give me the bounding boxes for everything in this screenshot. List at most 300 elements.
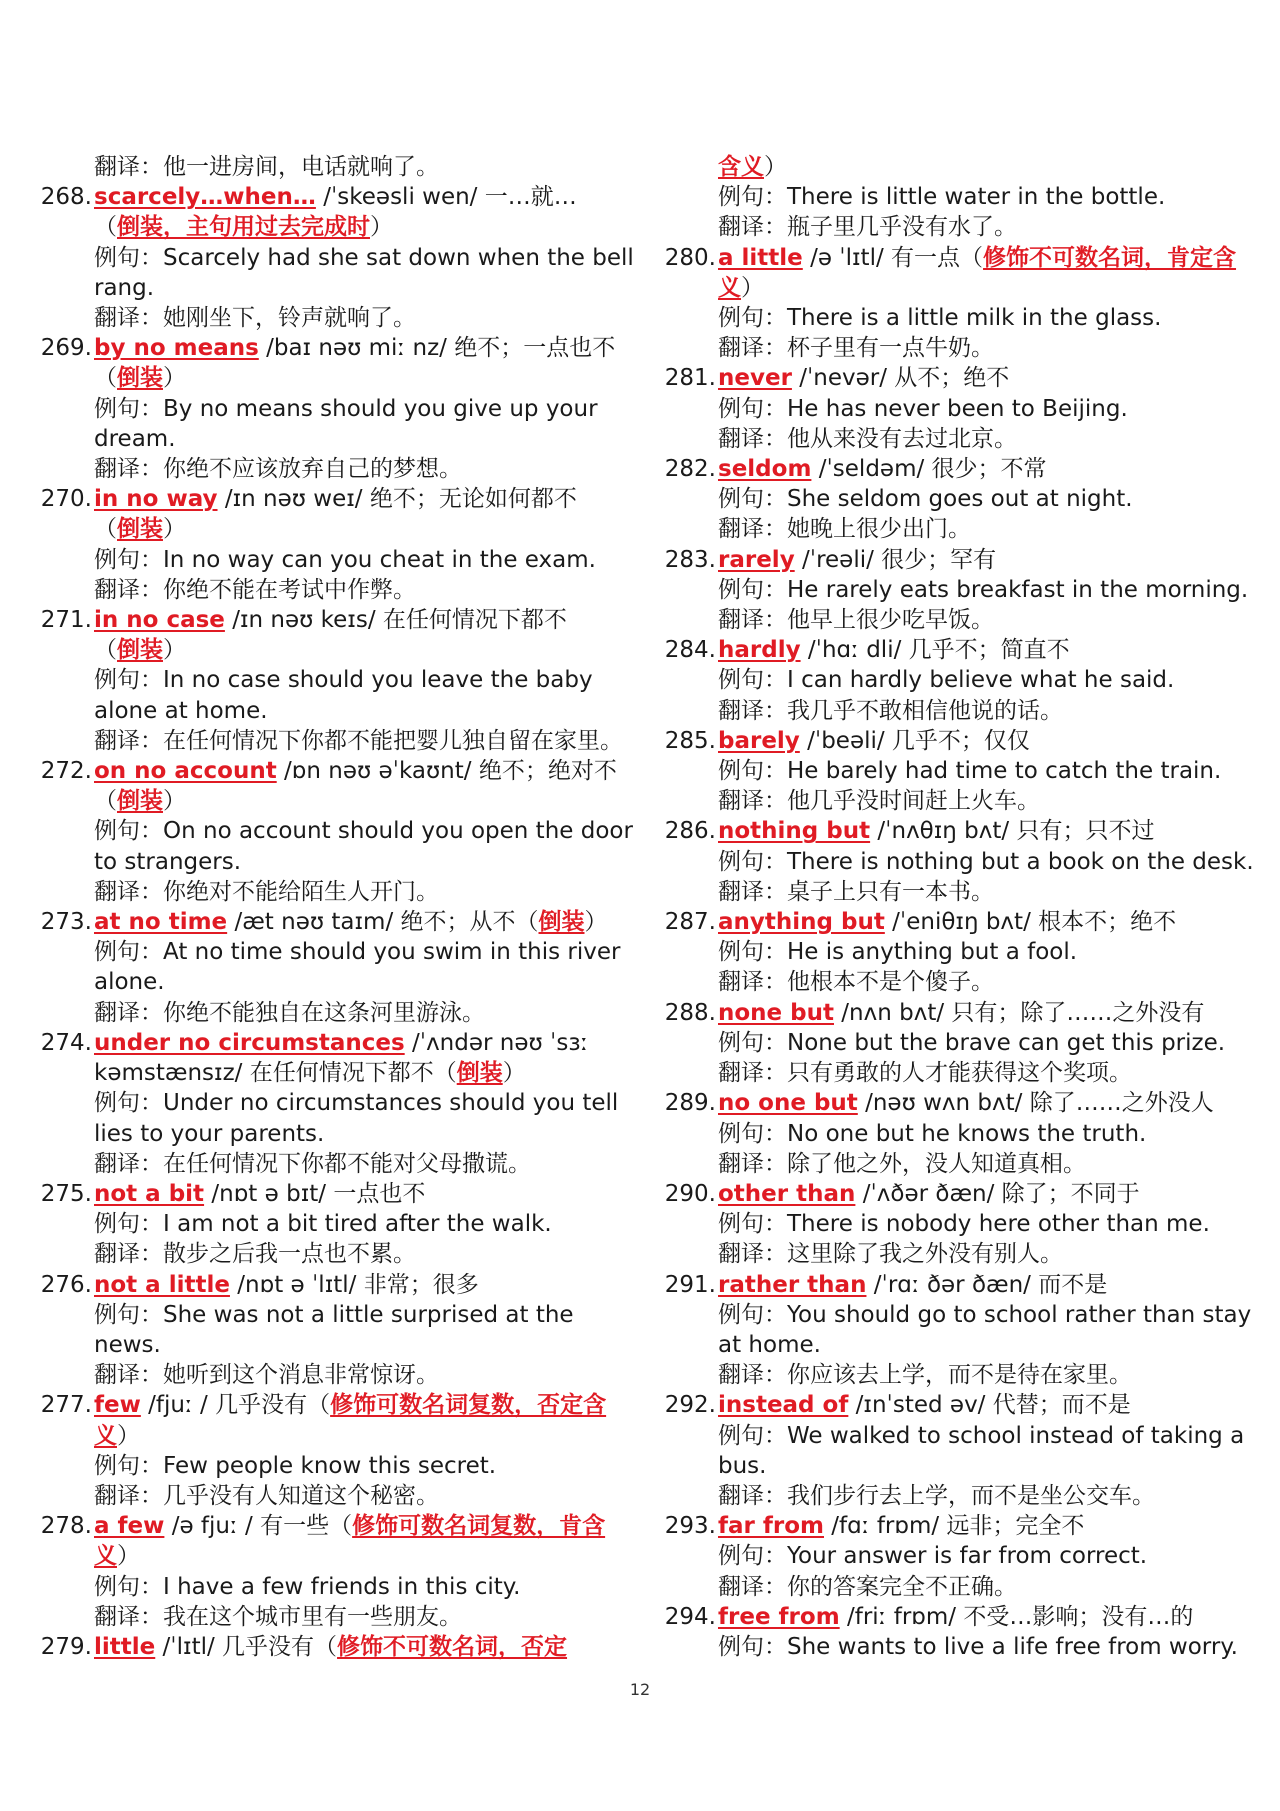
phonetic-meaning: /ˈnevər/ 从不；绝不 bbox=[791, 365, 1010, 392]
example-sentence bbox=[664, 1119, 1254, 1149]
example-sentence bbox=[40, 937, 640, 997]
phonetic-meaning: /æt nəʊ taɪm/ 绝不；从不 bbox=[227, 909, 516, 936]
phonetic-meaning: /ˈseldəm/ 很少；不常 bbox=[811, 456, 1047, 483]
translation-line bbox=[40, 1602, 640, 1632]
example-label: 例句： bbox=[94, 546, 163, 573]
phonetic-meaning: /nəʊ wʌn bʌt/ 除了……之外没人 bbox=[857, 1090, 1214, 1117]
vocab-entry bbox=[664, 1602, 1254, 1662]
translation-label: 翻译： bbox=[718, 1482, 787, 1509]
translation-text: 我们步行去上学，而不是坐公交车。 bbox=[787, 1482, 1155, 1509]
usage-note: 倒装 bbox=[117, 365, 163, 392]
example-label: 例句： bbox=[94, 939, 163, 966]
usage-note-line bbox=[40, 514, 640, 544]
entry-headword-line bbox=[664, 545, 1254, 575]
example-sentence bbox=[664, 665, 1254, 695]
translation-label: 翻译： bbox=[718, 697, 787, 724]
example-sentence bbox=[664, 394, 1254, 424]
vocab-entry bbox=[40, 333, 640, 484]
headword: not a little bbox=[94, 1271, 230, 1298]
translation-label: 翻译： bbox=[94, 154, 163, 180]
translation-text: 你应该去上学，而不是待在家里。 bbox=[787, 1362, 1132, 1389]
translation-label: 翻译： bbox=[718, 788, 787, 815]
note-open: （ bbox=[94, 637, 117, 664]
vocab-entry bbox=[664, 816, 1254, 907]
translation-label: 翻译： bbox=[94, 305, 163, 332]
vocab-entry bbox=[664, 635, 1254, 726]
note-open: （ bbox=[960, 244, 984, 271]
translation-text: 他早上很少吃早饭。 bbox=[787, 607, 994, 634]
vocab-entry bbox=[40, 1632, 640, 1662]
translation-text: 她听到这个消息非常惊讶。 bbox=[163, 1362, 439, 1389]
translation-text: 几乎没有人知道这个秘密。 bbox=[163, 1482, 439, 1509]
entry-headword-line bbox=[40, 1390, 640, 1450]
example-sentence bbox=[40, 394, 640, 454]
entry-headword-line bbox=[40, 1179, 640, 1209]
vocab-entry bbox=[40, 605, 640, 756]
entry-headword-line bbox=[664, 363, 1254, 393]
entry-number: 285. bbox=[664, 727, 716, 754]
entry-number: 271. bbox=[40, 607, 92, 634]
example-text: No one but he knows the truth. bbox=[787, 1120, 1147, 1147]
example-label: 例句： bbox=[94, 1211, 163, 1238]
entry-number: 272. bbox=[40, 758, 92, 785]
usage-note: 倒装，主句用过去完成时 bbox=[117, 214, 370, 241]
translation-label: 翻译： bbox=[718, 1362, 787, 1389]
example-text: There is nothing but a book on the desk. bbox=[787, 848, 1254, 875]
example-label: 例句： bbox=[94, 1090, 163, 1117]
entry-number: 274. bbox=[40, 1029, 92, 1056]
example-text: There is a little milk in the glass. bbox=[787, 305, 1162, 332]
example-sentence bbox=[664, 1209, 1254, 1239]
phonetic-meaning: /ˈhɑː dli/ 几乎不；简直不 bbox=[800, 637, 1070, 664]
translation-line bbox=[40, 1360, 640, 1390]
phonetic-meaning: /ˈʌndər nəʊ ˈsɜː kəmstænsɪz/ 在任何情况下都不 bbox=[94, 1029, 589, 1087]
translation-text: 散步之后我一点也不累。 bbox=[163, 1241, 416, 1268]
vocab-entry bbox=[664, 1179, 1254, 1270]
translation-line bbox=[664, 424, 1254, 454]
translation-label: 翻译： bbox=[94, 878, 163, 905]
example-text: Few people know this secret. bbox=[163, 1452, 497, 1479]
note-close: ） bbox=[741, 274, 764, 301]
translation-label: 翻译： bbox=[718, 1573, 787, 1600]
note-open: （ bbox=[94, 214, 117, 241]
usage-note: 倒装 bbox=[117, 788, 163, 815]
example-text: Scarcely had she sat down when the bell rang. bbox=[94, 244, 634, 301]
example-label: 例句： bbox=[718, 1120, 787, 1147]
vocab-entry bbox=[664, 907, 1254, 998]
phonetic-meaning: /ˈbeəli/ 几乎不；仅仅 bbox=[799, 727, 1030, 754]
vocab-entry bbox=[40, 182, 640, 333]
entry-number: 280. bbox=[664, 244, 716, 271]
headword: few bbox=[94, 1392, 141, 1419]
example-text: I can hardly believe what he said. bbox=[787, 667, 1175, 694]
example-text: In no way can you cheat in the exam. bbox=[163, 546, 596, 573]
example-text: In no case should you leave the baby alone at home. bbox=[94, 667, 593, 724]
entry-headword-line bbox=[664, 454, 1254, 484]
translation-line bbox=[40, 303, 640, 333]
example-sentence bbox=[40, 1300, 640, 1360]
example-text: There is little water in the bottle. bbox=[787, 184, 1166, 211]
vocab-entry bbox=[664, 243, 1254, 364]
translation-label: 翻译： bbox=[718, 425, 787, 452]
vocab-entry bbox=[40, 1270, 640, 1391]
example-label: 例句： bbox=[718, 1543, 787, 1570]
entry-number: 277. bbox=[40, 1392, 92, 1419]
phonetic-meaning: /nɒt ə bɪt/ 一点也不 bbox=[204, 1180, 426, 1207]
translation-label: 翻译： bbox=[94, 999, 163, 1026]
translation-text: 她晚上很少出门。 bbox=[787, 516, 971, 543]
note-close: ） bbox=[117, 1422, 140, 1449]
translation-line bbox=[664, 514, 1254, 544]
example-text: She seldom goes out at night. bbox=[787, 486, 1133, 513]
example-label: 例句： bbox=[718, 395, 787, 422]
example-text: Under no circumstances should you tell lies to your parents. bbox=[94, 1090, 619, 1147]
example-text: We walked to school instead of taking a bus. bbox=[718, 1422, 1245, 1479]
example-sentence bbox=[664, 756, 1254, 786]
vocab-entry bbox=[40, 1028, 640, 1179]
example-label: 例句： bbox=[718, 1633, 787, 1660]
entry-number: 275. bbox=[40, 1180, 92, 1207]
vocab-entry bbox=[40, 1390, 640, 1511]
translation-line bbox=[664, 1360, 1254, 1390]
example-label: 例句： bbox=[718, 1422, 787, 1449]
example-sentence bbox=[664, 937, 1254, 967]
entry-headword-line bbox=[664, 726, 1254, 756]
example-sentence bbox=[664, 1300, 1254, 1360]
phonetic-meaning: /ə ˈlɪtl/ 有一点 bbox=[802, 244, 961, 271]
translation-text: 瓶子里几乎没有水了。 bbox=[787, 214, 1017, 241]
translation-label: 翻译： bbox=[94, 1603, 163, 1630]
translation-line bbox=[40, 1239, 640, 1269]
entry-number: 293. bbox=[664, 1513, 716, 1540]
entry-headword-line bbox=[664, 1088, 1254, 1118]
entry-number: 288. bbox=[664, 999, 716, 1026]
usage-note: 修饰不可数名词，肯定含义 bbox=[718, 244, 1237, 301]
translation-line bbox=[40, 454, 640, 484]
entry-headword-line bbox=[40, 907, 640, 937]
usage-note: 倒装 bbox=[117, 516, 163, 543]
note-close: ） bbox=[163, 788, 186, 815]
example-label: 例句： bbox=[718, 1029, 787, 1056]
example-label: 例句： bbox=[718, 305, 787, 332]
note-open: （ bbox=[94, 365, 117, 392]
translation-line bbox=[664, 212, 1254, 242]
note-close: ） bbox=[370, 214, 393, 241]
translation-label: 翻译： bbox=[718, 335, 787, 362]
example-sentence bbox=[664, 484, 1254, 514]
translation-line bbox=[40, 575, 640, 605]
example-sentence bbox=[40, 243, 640, 303]
usage-note-line bbox=[40, 212, 640, 242]
translation-text: 他几乎没时间赶上火车。 bbox=[787, 788, 1040, 815]
translation-text: 杯子里有一点牛奶。 bbox=[787, 335, 994, 362]
headword: never bbox=[718, 365, 792, 392]
translation-text: 你绝不应该放弃自己的梦想。 bbox=[163, 456, 462, 483]
entry-number: 290. bbox=[664, 1180, 716, 1207]
example-sentence bbox=[664, 1028, 1254, 1058]
translation-text: 在任何情况下你都不能把婴儿独自留在家里。 bbox=[163, 727, 623, 754]
entry-number: 294. bbox=[664, 1603, 716, 1630]
entry-number: 282. bbox=[664, 456, 716, 483]
entry-headword-line bbox=[664, 1390, 1254, 1420]
headword: nothing but bbox=[718, 818, 871, 845]
translation-line bbox=[664, 786, 1254, 816]
entry-headword-line bbox=[664, 1602, 1254, 1632]
headword: rarely bbox=[718, 546, 795, 573]
example-label: 例句： bbox=[718, 939, 787, 966]
vocab-entry bbox=[664, 1270, 1254, 1391]
headword: hardly bbox=[718, 637, 801, 664]
headword: none but bbox=[718, 999, 834, 1026]
example-sentence bbox=[664, 303, 1254, 333]
translation-text: 这里除了我之外没有别人。 bbox=[787, 1241, 1063, 1268]
translation-text: 你绝不能独自在这条河里游泳。 bbox=[163, 999, 485, 1026]
translation-text: 她刚坐下，铃声就响了。 bbox=[163, 305, 416, 332]
example-sentence bbox=[40, 1088, 640, 1148]
note-open: （ bbox=[515, 909, 539, 936]
headword: a little bbox=[718, 244, 803, 271]
example-sentence bbox=[40, 1209, 640, 1239]
vocab-entry bbox=[40, 1511, 640, 1632]
translation-text: 他根本不是个傻子。 bbox=[787, 969, 994, 996]
entry-number: 273. bbox=[40, 909, 92, 936]
translation-line bbox=[40, 998, 640, 1028]
example-text: You should go to school rather than stay at home. bbox=[718, 1301, 1252, 1358]
translation-label: 翻译： bbox=[94, 1362, 163, 1389]
headword: seldom bbox=[718, 456, 812, 483]
vocab-entry bbox=[40, 907, 640, 1028]
entry-continuation bbox=[40, 152, 640, 182]
vocab-entry bbox=[40, 1179, 640, 1270]
headword: free from bbox=[718, 1603, 840, 1630]
translation-text: 我几乎不敢相信他说的话。 bbox=[787, 697, 1063, 724]
phonetic-meaning: /ˈskeəsli wen/ 一…就… bbox=[315, 184, 577, 211]
entry-headword-line bbox=[664, 1270, 1254, 1300]
translation-line bbox=[664, 605, 1254, 635]
example-label: 例句： bbox=[94, 1301, 163, 1328]
example-text: None but the brave can get this prize. bbox=[787, 1029, 1226, 1056]
note-open: （ bbox=[433, 1060, 457, 1087]
example-text: She wants to live a life free from worry. bbox=[787, 1633, 1238, 1660]
note-open: （ bbox=[94, 788, 117, 815]
entry-number: 289. bbox=[664, 1090, 716, 1117]
translation-label: 翻译： bbox=[94, 456, 163, 483]
note-close: ） bbox=[163, 516, 186, 543]
usage-note: 修饰可数名词复数，肯含义 bbox=[94, 1513, 606, 1570]
example-text: He rarely eats breakfast in the morning. bbox=[787, 576, 1249, 603]
translation-text: 桌子上只有一本书。 bbox=[787, 878, 994, 905]
entry-number: 284. bbox=[664, 637, 716, 664]
example-label: 例句： bbox=[718, 1301, 787, 1328]
translation-label: 翻译： bbox=[94, 1150, 163, 1177]
example-text: I am not a bit tired after the walk. bbox=[163, 1211, 552, 1238]
translation-line bbox=[664, 1481, 1254, 1511]
translation-line bbox=[664, 877, 1254, 907]
translation-text: 你的答案完全不正确。 bbox=[787, 1573, 1017, 1600]
entry-headword-line bbox=[664, 907, 1254, 937]
example-text: He barely had time to catch the train. bbox=[787, 758, 1222, 785]
entry-number: 286. bbox=[664, 818, 716, 845]
translation-text: 你绝不能在考试中作弊。 bbox=[163, 576, 416, 603]
entry-number: 287. bbox=[664, 909, 716, 936]
headword: at no time bbox=[94, 909, 228, 936]
headword: other than bbox=[718, 1180, 856, 1207]
vocab-entry bbox=[664, 1511, 1254, 1602]
entry-headword-line bbox=[40, 484, 640, 514]
entry-number: 268. bbox=[40, 184, 92, 211]
phonetic-meaning: /nɒt ə ˈlɪtl/ 非常；很多 bbox=[229, 1271, 479, 1298]
note-close: ） bbox=[502, 1060, 526, 1087]
entry-headword-line bbox=[664, 1511, 1254, 1541]
usage-note-continuation bbox=[664, 152, 1254, 182]
usage-note: 倒装 bbox=[538, 909, 585, 936]
translation-label: 翻译： bbox=[718, 1241, 787, 1268]
example-sentence bbox=[664, 1421, 1254, 1481]
vocab-entry bbox=[664, 1390, 1254, 1511]
example-label: 例句： bbox=[718, 1211, 787, 1238]
headword: not a bit bbox=[94, 1180, 205, 1207]
translation-line bbox=[664, 333, 1254, 363]
translation-line bbox=[664, 1239, 1254, 1269]
entry-headword-line bbox=[664, 1179, 1254, 1209]
entry-headword-line bbox=[664, 998, 1254, 1028]
entry-number: 283. bbox=[664, 546, 716, 573]
example-label: 例句： bbox=[94, 1452, 163, 1479]
usage-note: 含义 bbox=[718, 154, 764, 180]
translation-label: 翻译： bbox=[94, 1241, 163, 1268]
entry-headword-line bbox=[40, 605, 640, 635]
translation-label: 翻译： bbox=[94, 727, 163, 754]
translation-text: 除了他之外，没人知道真相。 bbox=[787, 1150, 1086, 1177]
entry-number: 292. bbox=[664, 1392, 716, 1419]
example-text: By no means should you give up your dream. bbox=[94, 395, 598, 452]
translation-label: 翻译： bbox=[94, 1482, 163, 1509]
entry-headword-line bbox=[664, 816, 1254, 846]
headword: anything but bbox=[718, 909, 885, 936]
usage-note: 倒装 bbox=[117, 637, 163, 664]
page-number: 12 bbox=[629, 1680, 651, 1699]
headword: in no case bbox=[94, 607, 225, 634]
phonetic-meaning: /ˈnʌθɪŋ bʌt/ 只有；只不过 bbox=[870, 818, 1155, 845]
headword: on no account bbox=[94, 758, 277, 785]
example-label: 例句： bbox=[94, 395, 163, 422]
phonetic-meaning: /baɪ nəʊ miː nz/ 绝不；一点也不 bbox=[258, 335, 616, 362]
entry-number: 270. bbox=[40, 486, 92, 513]
right-column bbox=[664, 152, 1254, 1662]
translation-label: 翻译： bbox=[718, 214, 787, 241]
translation-label: 翻译： bbox=[718, 1150, 787, 1177]
entry-number: 278. bbox=[40, 1513, 92, 1540]
example-label: 例句： bbox=[718, 486, 787, 513]
translation-line bbox=[664, 1058, 1254, 1088]
vocab-entry bbox=[664, 545, 1254, 636]
headword: little bbox=[94, 1633, 156, 1660]
phonetic-meaning: /ˈlɪtl/ 几乎没有 bbox=[155, 1633, 315, 1660]
phonetic-meaning: /ə fjuː / 有一些 bbox=[164, 1513, 330, 1540]
headword: in no way bbox=[94, 486, 218, 513]
headword: scarcely…when… bbox=[94, 184, 316, 211]
example-label: 例句： bbox=[94, 667, 163, 694]
entry-number: 269. bbox=[40, 335, 92, 362]
translation-label: 翻译： bbox=[718, 516, 787, 543]
example-label: 例句： bbox=[718, 848, 787, 875]
entry-number: 291. bbox=[664, 1271, 716, 1298]
example-sentence bbox=[40, 665, 640, 725]
entry-headword-line bbox=[40, 1632, 640, 1662]
vocab-entry bbox=[664, 454, 1254, 545]
phonetic-meaning: /ˈreəli/ 很少；罕有 bbox=[794, 546, 997, 573]
usage-note-line bbox=[40, 786, 640, 816]
example-label: 例句： bbox=[718, 576, 787, 603]
example-text: I have a few friends in this city. bbox=[163, 1573, 521, 1600]
translation-line bbox=[664, 696, 1254, 726]
translation-label: 翻译： bbox=[718, 878, 787, 905]
entry-number: 276. bbox=[40, 1271, 92, 1298]
translation-line bbox=[40, 1149, 640, 1179]
translation-text: 他从来没有去过北京。 bbox=[787, 425, 1017, 452]
usage-note: 修饰不可数名词，否定 bbox=[337, 1633, 568, 1660]
headword: by no means bbox=[94, 335, 259, 362]
phonetic-meaning: /nʌn bʌt/ 只有；除了……之外没有 bbox=[834, 999, 1205, 1026]
entry-headword-line bbox=[40, 182, 640, 212]
example-sentence bbox=[664, 182, 1254, 212]
translation-text: 只有勇敢的人才能获得这个奖项。 bbox=[787, 1060, 1132, 1087]
note-close: ） bbox=[163, 637, 186, 664]
note-open: （ bbox=[314, 1633, 338, 1660]
headword: rather than bbox=[718, 1271, 867, 1298]
translation-line bbox=[40, 1481, 640, 1511]
translation-line bbox=[40, 877, 640, 907]
translation-text: 你绝对不能给陌生人开门。 bbox=[163, 878, 439, 905]
note-close: ） bbox=[117, 1543, 140, 1570]
phonetic-meaning: /ˈʌðər ðæn/ 除了；不同于 bbox=[855, 1180, 1140, 1207]
usage-note-line bbox=[40, 635, 640, 665]
phonetic-meaning: /ɪn nəʊ keɪs/ 在任何情况下都不 bbox=[224, 607, 567, 634]
translation-text: 他一进房间，电话就响了。 bbox=[163, 154, 439, 180]
example-text: Your answer is far from correct. bbox=[787, 1543, 1148, 1570]
left-column bbox=[40, 152, 640, 1662]
note-close: ） bbox=[584, 909, 608, 936]
example-sentence bbox=[664, 1541, 1254, 1571]
entry-number: 279. bbox=[40, 1633, 92, 1660]
entry-headword-line bbox=[664, 243, 1254, 303]
note-close: ） bbox=[764, 154, 787, 180]
example-text: He is anything but a fool. bbox=[787, 939, 1078, 966]
headword: a few bbox=[94, 1513, 165, 1540]
vocab-entry bbox=[40, 756, 640, 907]
entry-headword-line bbox=[40, 1270, 640, 1300]
translation-text: 在任何情况下你都不能对父母撒谎。 bbox=[163, 1150, 531, 1177]
entry-continuation bbox=[664, 152, 1254, 243]
vocab-entry bbox=[40, 484, 640, 605]
entry-headword-line bbox=[40, 756, 640, 786]
entry-headword-line bbox=[40, 1028, 640, 1088]
entry-headword-line bbox=[40, 333, 640, 393]
example-label: 例句： bbox=[718, 758, 787, 785]
example-sentence bbox=[40, 545, 640, 575]
example-sentence bbox=[40, 1451, 640, 1481]
note-open: （ bbox=[94, 516, 117, 543]
translation-label: 翻译： bbox=[718, 1060, 787, 1087]
phonetic-meaning: /ɪn nəʊ weɪ/ 绝不；无论如何都不 bbox=[217, 486, 577, 513]
entry-headword-line bbox=[40, 1511, 640, 1571]
phonetic-meaning: /friː frɒm/ 不受…影响；没有…的 bbox=[839, 1603, 1194, 1630]
usage-note: 修饰可数名词复数，否定含义 bbox=[94, 1392, 607, 1449]
translation-label: 翻译： bbox=[94, 576, 163, 603]
headword: barely bbox=[718, 727, 800, 754]
note-close: ） bbox=[163, 365, 186, 392]
headword: far from bbox=[718, 1513, 824, 1540]
